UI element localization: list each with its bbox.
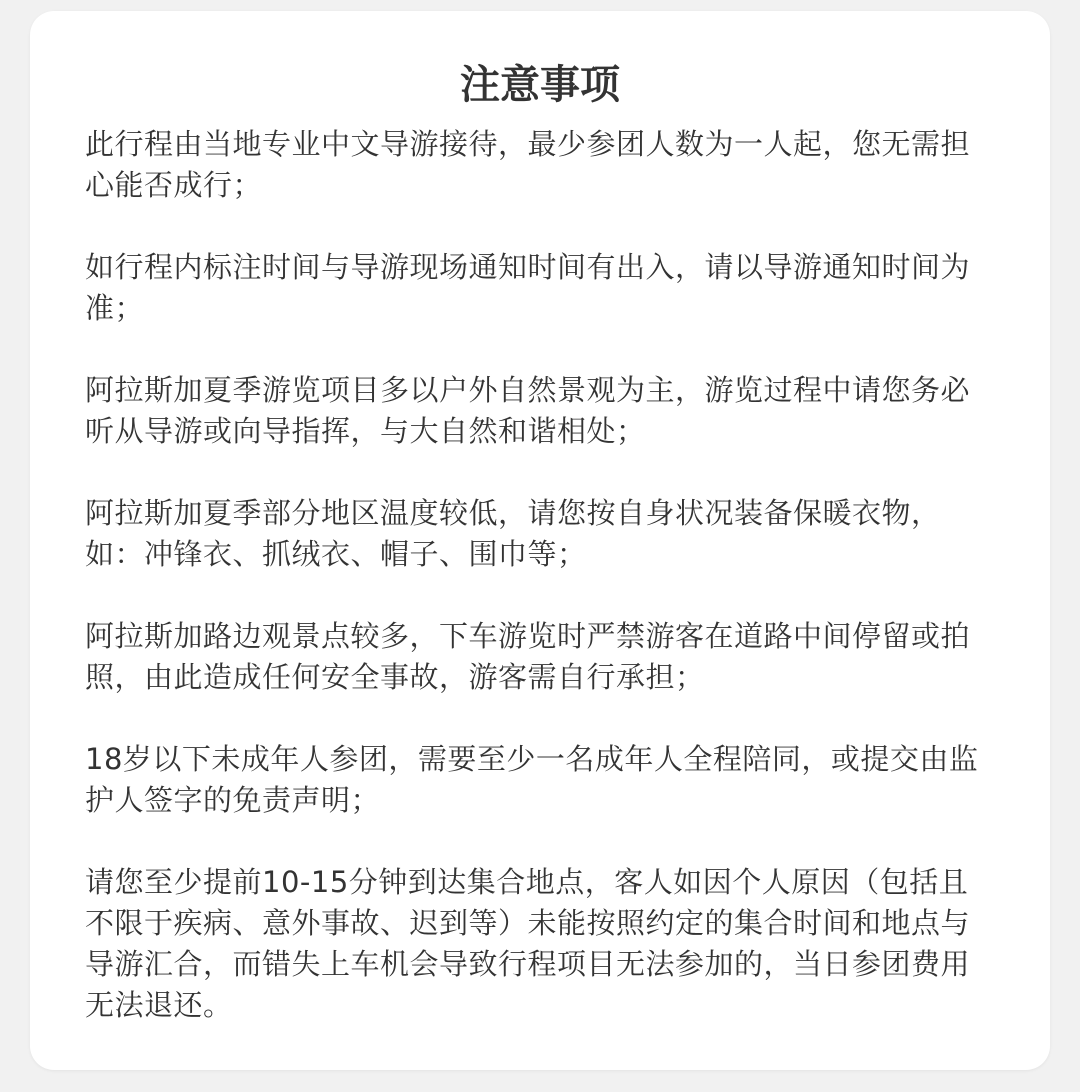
- notice-item: 请您至少提前10-15分钟到达集合地点，客人如因个人原因（包括且不限于疾病、意外事故、迟到等）未能按照约定的集合时间和地点与导游汇合，而错失上车机会导致行程项目无法参加的，当日参团费用无法退还。: [85, 865, 971, 1022]
- notice-item: 阿拉斯加夏季部分地区温度较低，请您按自身状况装备保暖衣物，如：冲锋衣、抓绒衣、帽子、围巾等；: [85, 496, 941, 571]
- notice-item: 此行程由当地专业中文导游接待，最少参团人数为一人起，您无需担心能否成行；: [85, 127, 971, 202]
- notice-item: 如行程内标注时间与导游现场通知时间有出入，请以导游通知时间为准；: [85, 250, 971, 325]
- page-title: 注意事项: [460, 62, 620, 108]
- notice-item: 阿拉斯加路边观景点较多，下车游览时严禁游客在道路中间停留或拍照，由此造成任何安全事故，游客需自行承担；: [85, 619, 971, 694]
- notice-item: 18岁以下未成年人参团，需要至少一名成年人全程陪同，或提交由监护人签字的免责声明；: [85, 742, 979, 817]
- notice-item: 阿拉斯加夏季游览项目多以户外自然景观为主，游览过程中请您务必听从导游或向导指挥，与大自然和谐相处；: [85, 373, 971, 448]
- notice-list: [85, 124, 995, 1026]
- notice-card: [30, 11, 1050, 1070]
